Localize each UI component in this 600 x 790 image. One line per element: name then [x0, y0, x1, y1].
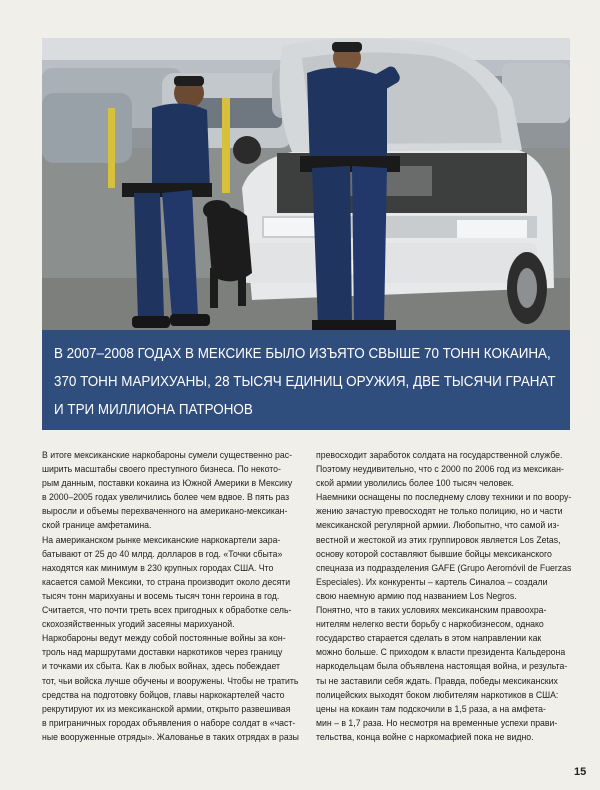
banner-line-3: И ТРИ МИЛЛИОНА ПАТРОНОВ [54, 402, 253, 418]
text-line: скохозяйственных угодий засеяны марихуаной. [42, 618, 235, 630]
text-line: жению зачастую превосходят не только полицию, но и части [316, 505, 563, 517]
text-line: Считается, что почти треть всех пригодных к обработке сель- [42, 604, 292, 616]
text-line: наркодельцам была объявлена настоящая война, и результа- [316, 660, 568, 672]
text-line: касается самой Мексики, то страна производит около десяти [42, 575, 291, 587]
text-line: нителям нелегко вести борьбу с наркобизнесом, однако [316, 618, 544, 630]
text-line: в приграничных городах объявления о наборе солдат в «част- [42, 716, 296, 728]
text-line: мексиканской регулярной армии. Любопытно, что самой из- [316, 519, 560, 531]
text-line: ширить масштабы своего преступного бизнеса. По некото- [42, 463, 281, 475]
text-line: государство старается сделать в этом направлении как [316, 632, 542, 644]
text-line: ные вооруженные отряды». Жалованье в таких отрядах в разы [42, 730, 299, 742]
banner-line-2: 370 ТОНН МАРИХУАНЫ, 28 ТЫСЯЧ ЕДИНИЦ ОРУЖИЯ, ДВЕ ТЫСЯЧИ ГРАНАТ [54, 374, 556, 390]
article-left-column [42, 448, 299, 744]
text-line: тельства, конца войне с наркомафией пока не видно. [316, 730, 534, 742]
photo-illustration [42, 38, 570, 330]
photo-police-inspection [42, 38, 570, 330]
text-line: На американском рынке мексиканские наркокартели зара- [42, 533, 281, 545]
text-line: полицейских выходят боком любителям наркотиков в США: [316, 688, 559, 700]
text-line: находятся как минимум в 230 крупных городах США. Что [42, 561, 274, 573]
text-line: ты не заставили себя ждать. Правда, победы мексиканских [316, 674, 558, 686]
banner-line-1: В 2007–2008 ГОДАХ В МЕКСИКЕ БЫЛО ИЗЪЯТО СВЫШЕ 70 ТОНН КОКАИНА, [54, 346, 551, 362]
text-line: основу которой составляют бывшие бойцы мексиканского [316, 547, 552, 559]
text-line: свою наемную армию под названием Los Negros. [316, 589, 517, 601]
text-line: рекрутируют их из мексиканской армии, открыто развешивая [42, 702, 291, 714]
text-line: превосходит заработок солдата на государственной службе. [316, 449, 563, 460]
text-line: средства на подготовку бойцов, главы наркокартелей часто [42, 688, 285, 700]
text-line: спецназа из подразделения GAFE (Grupo Aeromóvil de Fuerzas [316, 561, 572, 573]
text-line: рым данным, поставки кокаина из Южной Америки в Мексику [42, 477, 293, 489]
text-line: Наемники оснащены по последнему слову техники и по воору- [316, 491, 572, 503]
page-number: 15 [574, 766, 587, 778]
text-line: вестной и жестокой из этих группировок является Los Zetas, [316, 533, 561, 545]
text-line: тысяч тонн марихуаны и восемь тысяч тонн героина в год. [42, 589, 280, 601]
text-line: мин – в 1,7 раза. Но несмотря на временные успехи прави- [316, 716, 558, 728]
text-line: В итоге мексиканские наркобароны сумели существенно рас- [42, 449, 292, 460]
text-line: и точками их сбыта. Как в любых войнах, здесь побеждает [42, 660, 281, 672]
text-line: тот, чьи войска лучше обучены и вооружены. Чтобы не тратить [42, 674, 299, 686]
text-line: можно больше. С приходом к власти президента Кальдерона [316, 646, 566, 658]
text-line: выросли и объемы перехваченного на американо-мексикан- [42, 505, 288, 517]
article-right-column [316, 448, 572, 744]
text-line: батывают от 25 до 40 млрд. долларов в год. «Точки сбыта» [42, 547, 283, 559]
text-line: троль над маршрутами доставки наркотиков через границу [42, 646, 283, 658]
text-line: Поэтому неудивительно, что с 2000 по 2006 год из мексикан- [316, 463, 564, 475]
text-line: цены на кокаин там подскочили в 1,5 раза, а на амфета- [316, 702, 546, 714]
text-line: Понятно, что в таких условиях мексиканским правоохра- [316, 604, 547, 616]
headline-banner [42, 330, 570, 430]
text-line: в 2000–2005 годах увеличились более чем вдвое. В пять раз [42, 491, 290, 503]
text-line: Especiales). Их конкуренты – картель Синалоа – создали [316, 575, 548, 587]
text-line: ской армии уволились более 100 тысяч человек. [316, 477, 514, 489]
text-line: Наркобароны ведут между собой постоянные войны за кон- [42, 632, 286, 644]
text-line: ской границе амфетамина. [42, 519, 152, 531]
